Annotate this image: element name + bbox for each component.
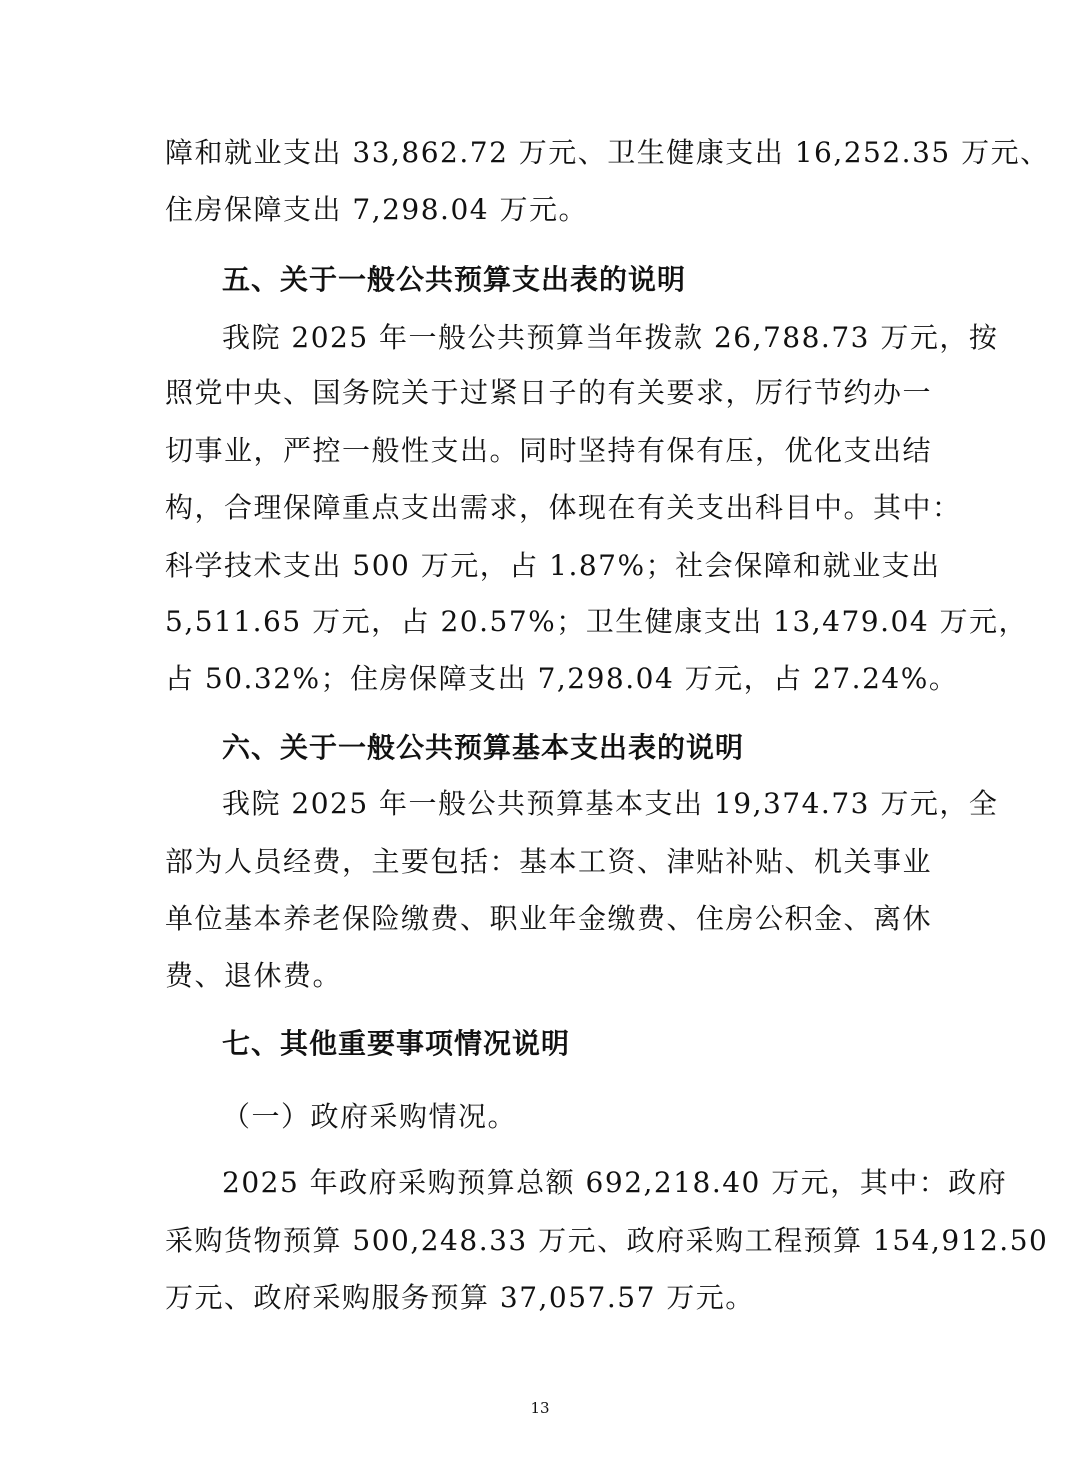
body-text-line: 构，合理保障重点支出需求，体现在有关支出科目中。其中： [165,491,962,524]
section-heading-6: 六、关于一般公共预算基本支出表的说明 [222,731,745,764]
body-text-line: 费、退休费。 [165,959,343,992]
subsection-heading: （一）政府采购情况。 [222,1100,518,1133]
body-text-line: 照党中央、国务院关于过紧日子的有关要求，厉行节约办一 [165,376,933,409]
body-text-line: 采购货物预算 500,248.33 万元、政府采购工程预算 154,912.50 [165,1224,1049,1257]
body-text-line: 我院 2025 年一般公共预算基本支出 19,374.73 万元，全 [222,787,999,820]
body-text-line: 2025 年政府采购预算总额 692,218.40 万元，其中：政府 [222,1166,1008,1199]
body-text-line: 住房保障支出 7,298.04 万元。 [165,193,588,226]
body-text-line: 科学技术支出 500 万元，占 1.87%；社会保障和就业支出 [165,549,941,582]
body-text-line: 我院 2025 年一般公共预算当年拨款 26,788.73 万元，按 [222,321,999,354]
body-text-line: 单位基本养老保险缴费、职业年金缴费、住房公积金、离休 [165,902,933,935]
body-text-line: 万元、政府采购服务预算 37,057.57 万元。 [165,1281,755,1314]
body-text-line: 5,511.65 万元，占 20.57%；卫生健康支出 13,479.04 万元， [165,605,1029,638]
section-heading-7: 七、其他重要事项情况说明 [222,1027,571,1060]
body-text-line: 占 50.32%；住房保障支出 7,298.04 万元，占 27.24%。 [165,662,959,695]
section-heading-5: 五、关于一般公共预算支出表的说明 [222,263,687,296]
body-text-line: 部为人员经费，主要包括：基本工资、津贴补贴、机关事业 [165,845,933,878]
body-text-line: 障和就业支出 33,862.72 万元、卫生健康支出 16,252.35 万元、 [165,136,1050,169]
body-text-line: 切事业，严控一般性支出。同时坚持有保有压，优化支出结 [165,434,933,467]
page-number: 13 [530,1399,550,1417]
